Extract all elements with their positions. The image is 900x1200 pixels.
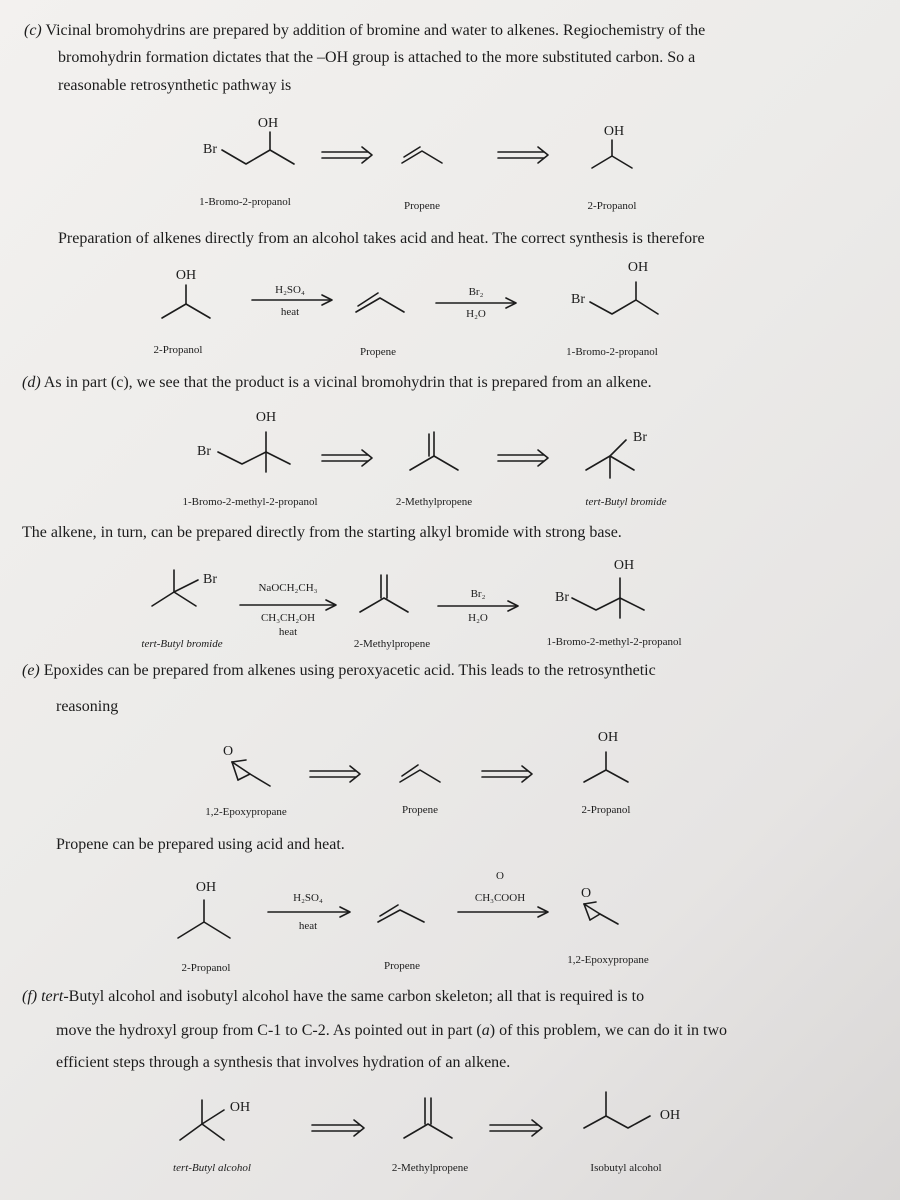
reagent-label: O: [496, 870, 504, 882]
part-c-intro-line-2: bromohydrin formation dictates that the –OH group is attached to the more substituted carbon. So a: [58, 49, 696, 66]
part-f-intro-line-3: efficient steps through a synthesis that involves hydration of an alkene.: [56, 1054, 511, 1071]
atom-br: Br: [197, 444, 211, 459]
reagent-label: heat: [280, 306, 300, 318]
reagent-label: Br₂: [468, 286, 484, 298]
reagent-label: H₂O: [468, 612, 488, 624]
compound-name: 2-Propanol: [581, 804, 631, 816]
compound-name: 2-Propanol: [181, 962, 231, 974]
atom-oh: OH: [627, 260, 649, 275]
compound-name: 2-Methylpropene: [395, 496, 473, 508]
part-f-intro-text-2b: a: [481, 1022, 490, 1039]
part-c-synthesis-text: Preparation of alkenes directly from an alcohol takes acid and heat. The correct synthesis is therefore: [58, 230, 705, 247]
reagent-label: H₂O: [466, 308, 486, 320]
part-e-intro-text-1: Epoxides can be prepared from alkenes using peroxyacetic acid. This leads to the retrosynthetic: [43, 662, 656, 679]
compound-name: Isobutyl alcohol: [590, 1162, 662, 1174]
compound-name: tert-Butyl alcohol: [173, 1162, 251, 1174]
part-e-intro-line-2: reasoning: [56, 698, 119, 715]
atom-br: Br: [633, 430, 647, 445]
atom-oh: OH: [175, 268, 197, 283]
part-c-intro-text-1: Vicinal bromohydrins are prepared by addition of bromine and water to alkenes. Regiochemistry of the: [45, 22, 706, 39]
compound-name: 2-Methylpropene: [353, 638, 431, 650]
reagent-label: H₂SO₄: [275, 284, 305, 296]
reagent-label: heat: [298, 920, 318, 932]
atom-oh: OH: [255, 410, 277, 425]
part-f-intro-tert: tert: [41, 988, 64, 1005]
part-e-synthesis-text: Propene can be prepared using acid and heat.: [56, 836, 345, 853]
compound-name: 2-Methylpropene: [391, 1162, 469, 1174]
atom-oh: OH: [195, 880, 217, 895]
part-f-intro-text-2a: move the hydroxyl group from C-1 to C-2. As pointed out in part (: [56, 1022, 482, 1039]
part-f-intro-text-1: -Butyl alcohol and isobutyl alcohol have the same carbon skeleton; all that is required is to: [63, 988, 645, 1005]
part-f-letter: (f): [22, 988, 38, 1005]
compound-name: Propene: [401, 804, 439, 816]
compound-name: Propene: [383, 960, 421, 972]
atom-oh: OH: [613, 558, 635, 573]
compound-name: 1-Bromo-2-propanol: [566, 346, 658, 358]
reagent-label: H₂SO₄: [293, 892, 323, 904]
compound-name: 1,2-Epoxypropane: [567, 954, 649, 966]
part-e-letter: (e): [22, 662, 40, 679]
part-c-intro-line-3: reasonable retrosynthetic pathway is: [58, 77, 292, 94]
part-d-synthesis-text: The alkene, in turn, can be prepared directly from the starting alkyl bromide with strong base.: [22, 524, 622, 541]
reagent-label: heat: [278, 626, 298, 638]
compound-name: 2-Propanol: [153, 344, 203, 356]
atom-br: Br: [571, 292, 585, 307]
compound-name: 1-Bromo-2-methyl-2-propanol: [182, 496, 318, 508]
atom-o: O: [580, 886, 592, 901]
atom-oh: OH: [257, 116, 279, 131]
atom-oh: OH: [603, 124, 625, 139]
atom-oh: OH: [597, 730, 619, 745]
reagent-label: CH₃COOH: [474, 892, 526, 904]
compound-name: Propene: [403, 200, 441, 212]
atom-br: Br: [555, 590, 569, 605]
atom-oh: OH: [659, 1108, 681, 1123]
part-d-intro-text: As in part (c), we see that the product is a vicinal bromohydrin that is prepared from an alkene.: [43, 374, 652, 391]
compound-name: tert-Butyl bromide: [585, 496, 667, 508]
compound-name: 1,2-Epoxypropane: [205, 806, 287, 818]
reagent-label: CH₃CH₂OH: [260, 612, 316, 624]
compound-name: 2-Propanol: [587, 200, 637, 212]
compound-name: tert-Butyl bromide: [141, 638, 223, 650]
reagent-label: NaOCH₂CH₃: [258, 582, 318, 594]
atom-br: Br: [203, 572, 217, 587]
compound-name: 1-Bromo-2-methyl-2-propanol: [546, 636, 682, 648]
compound-name: 1-Bromo-2-propanol: [199, 196, 291, 208]
atom-o: O: [222, 744, 234, 759]
part-d-letter: (d): [22, 374, 41, 391]
part-f-intro-text-2c: ) of this problem, we can do it in two: [489, 1022, 728, 1039]
part-c-letter: (c): [24, 22, 42, 39]
atom-br: Br: [203, 142, 217, 157]
reagent-label: Br₂: [470, 588, 486, 600]
atom-oh: OH: [229, 1100, 251, 1115]
compound-name: Propene: [359, 346, 397, 358]
